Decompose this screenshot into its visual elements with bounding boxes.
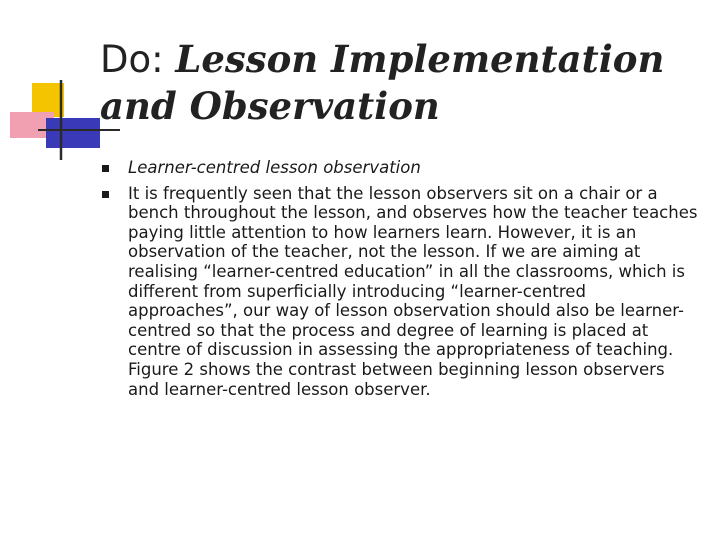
bullet-text: It is frequently seen that the lesson observers sit on a chair or a bench throughout the lesson, and observes how the teacher teaches paying little attention to how learners learn. However, it is an observation of the teacher, not the lesson. If we are aiming at realising “learner-centred education” in all the classrooms, which is different from superficially introducing “learner-centred approaches”, our way of lesson observation should also be learner-centred so that the process and degree of learning is placed at centre of discussion in assessing the appropriateness of teaching. Figure 2 shows the contrast between beginning lesson observers and learner-centred lesson observer.	[128, 183, 698, 399]
yellow-square	[32, 83, 64, 117]
bullet-item-body	[100, 184, 700, 400]
blue-square	[46, 118, 100, 148]
title-emphasis: Lesson Implementation and Observation	[100, 37, 665, 128]
bullet-list	[100, 158, 700, 399]
bullet-text: Learner-centred lesson observation	[128, 158, 421, 177]
bullet-item-heading	[100, 158, 700, 178]
square-bullet-icon	[102, 191, 109, 198]
square-bullet-icon	[102, 165, 109, 172]
slide-title	[100, 36, 700, 130]
title-prefix: Do:	[100, 38, 176, 81]
